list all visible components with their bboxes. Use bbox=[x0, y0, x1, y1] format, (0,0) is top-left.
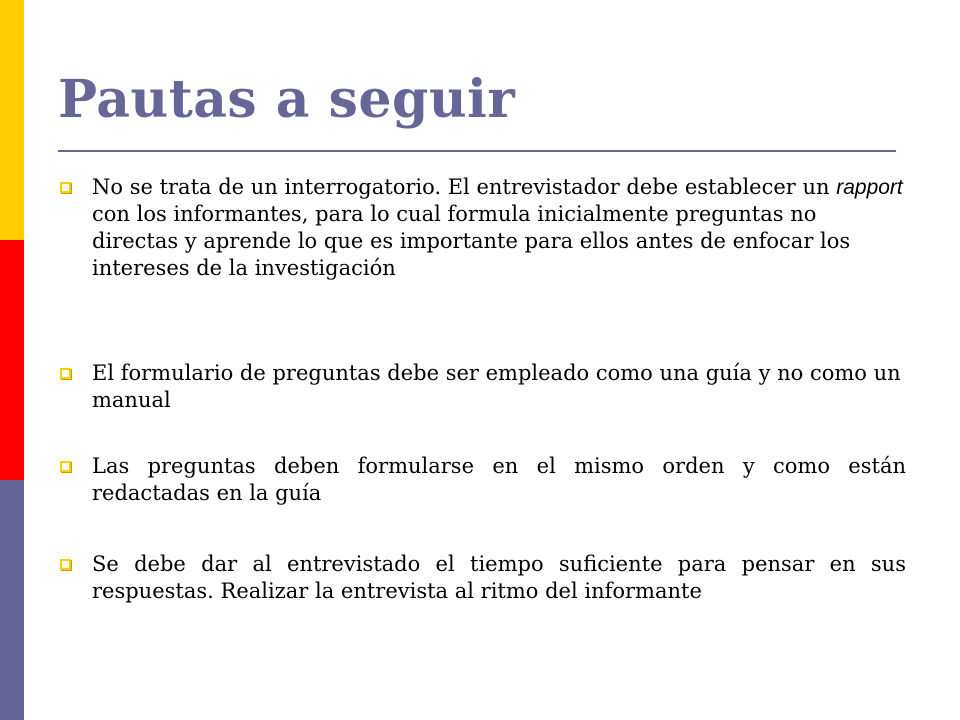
accent-bar-slate bbox=[0, 480, 24, 720]
bullet-item-2 bbox=[58, 360, 906, 414]
bullet-text-1 bbox=[92, 174, 906, 282]
square-bullet-icon bbox=[58, 453, 92, 479]
bullet-item-1 bbox=[58, 174, 906, 282]
title-underline bbox=[58, 150, 896, 152]
square-bullet-icon bbox=[58, 174, 92, 200]
bullet-text-3: Las preguntas deben formularse en el mismo orden y como están redactadas en la guía bbox=[92, 454, 906, 505]
bullet-text-4: Se debe dar al entrevistado el tiempo suficiente para pensar en sus respuestas. Realizar la entrevista al ritmo del informante bbox=[92, 552, 906, 603]
bullet-text-1-part2: con los informantes, para lo cual formula inicialmente preguntas no directas y aprende lo que es importante para ellos antes de enfocar los intereses de la investigación bbox=[92, 202, 851, 280]
square-bullet-icon bbox=[58, 360, 92, 386]
slide-title: Pautas a seguir bbox=[58, 69, 516, 130]
bullet-text-2: El formulario de preguntas debe ser empleado como una guía y no como un manual bbox=[92, 361, 901, 412]
bullet-item-3 bbox=[58, 453, 906, 507]
bullet-text-1-part1: No se trata de un interrogatorio. El entrevistador debe establecer un bbox=[92, 175, 837, 199]
accent-bar-red bbox=[0, 240, 24, 480]
bullet-item-4 bbox=[58, 551, 906, 605]
square-bullet-icon bbox=[58, 551, 92, 577]
bullet-text-1-emphasis: rapport bbox=[836, 176, 903, 199]
accent-bar-yellow bbox=[0, 0, 24, 240]
